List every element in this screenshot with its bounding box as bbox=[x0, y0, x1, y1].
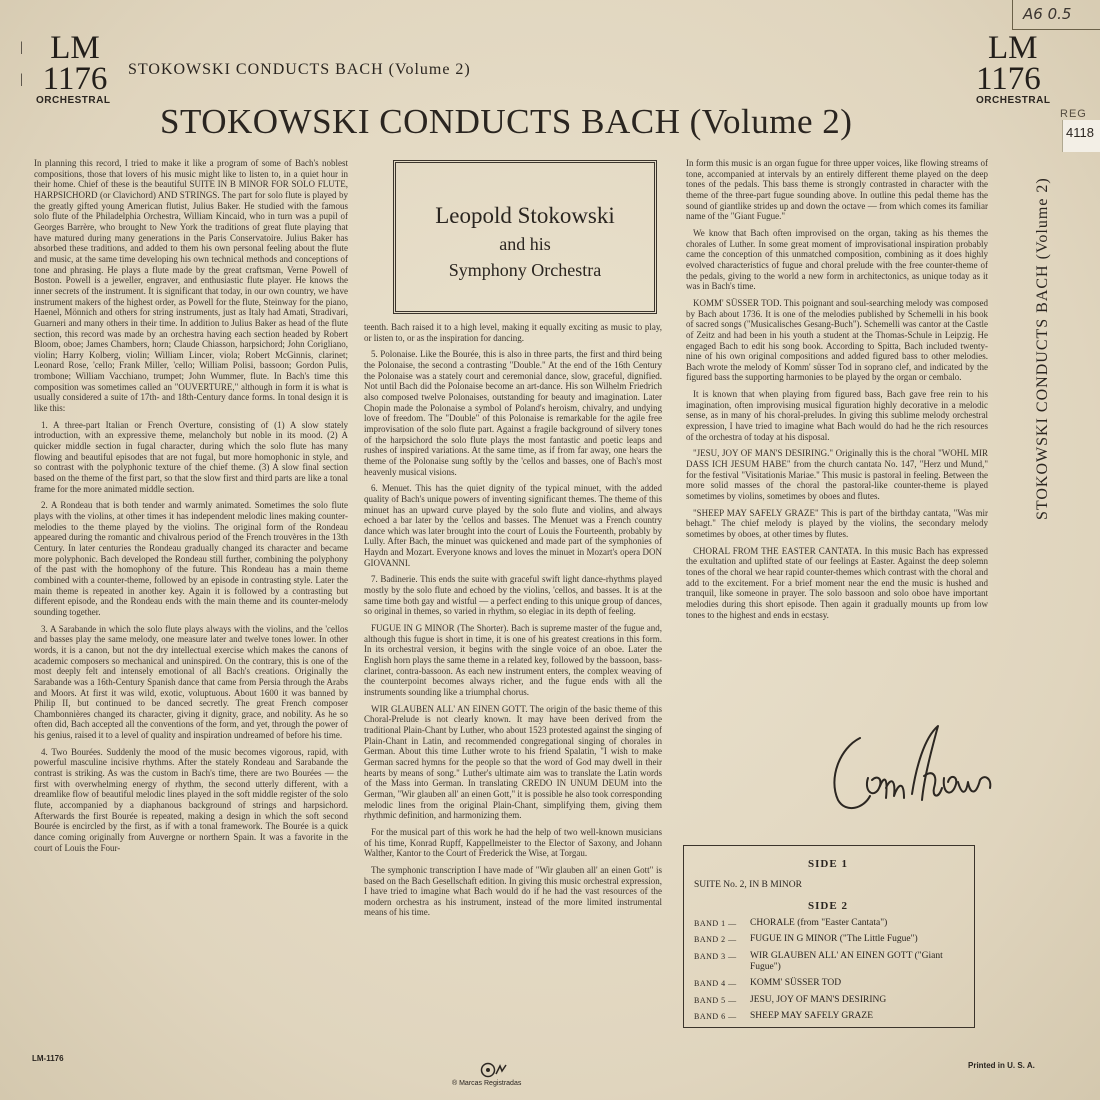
notes-paragraph: The symphonic transcription I have made of "Wir glauben all' an einen Gott" is based on the Bach Gesellschaft edition. In giving this music orchestral expression, I have tried to imagine what Bach would do if he had the vast resources of the modern orchestra as his instrument, instead of the more limited instrumental means of his time. bbox=[364, 864, 662, 918]
catalog-prefix: LM bbox=[988, 30, 1038, 66]
band-row bbox=[694, 978, 962, 989]
liner-notes-column-2 bbox=[364, 322, 662, 924]
liner-notes-column-3 bbox=[686, 158, 988, 626]
liner-notes-column-1 bbox=[34, 158, 348, 859]
footer-catalog-number: LM-1176 bbox=[32, 1054, 64, 1063]
band-number: BAND 5 — bbox=[694, 995, 737, 1005]
left-catalog-block bbox=[34, 30, 116, 106]
printed-in-notice: Printed in U. S. A. bbox=[968, 1061, 1035, 1070]
conductor-name: Leopold Stokowski bbox=[435, 203, 615, 228]
notes-paragraph: 7. Badinerie. This ends the suite with graceful swift light dance-rhythms played mostly by the solo flute and echoed by the violins, 'cellos, and basses. It is at the same time both gay and wistful — a perfect ending to this unique group of dances, so original in themes, so varied in rhythm, so elegiac in its depth of feeling. bbox=[364, 574, 662, 617]
rca-logo-icon bbox=[480, 1062, 510, 1078]
band-number: BAND 6 — bbox=[694, 1012, 737, 1021]
notes-paragraph: teenth. Bach raised it to a high level, making it equally exciting as music to play, or listen to, or as the inspiration for dancing. bbox=[364, 322, 662, 343]
category-label: ORCHESTRAL bbox=[976, 95, 1051, 106]
notes-paragraph: "SHEEP MAY SAFELY GRAZE" This is part of the birthday cantata, "Was mir behagt." The chief melody is played by the violins, the secondary melody sometimes by oboes, at other times by flutes. bbox=[686, 507, 988, 539]
band-title: JESU, JOY OF MAN'S DESIRING bbox=[750, 994, 887, 1005]
credit-connector: and his bbox=[499, 234, 551, 254]
sticker-prefix: REG bbox=[1060, 108, 1087, 120]
handwritten-note-box bbox=[1012, 0, 1100, 30]
orchestra-name: Symphony Orchestra bbox=[448, 260, 602, 280]
catalog-number: 1176 bbox=[42, 61, 108, 97]
band-row bbox=[694, 951, 962, 973]
notes-paragraph: CHORAL FROM THE EASTER CANTATA. In this music Bach has expressed the exultation and uplifted state of our feelings at Easter. Against the deep solemn tones of the choral we hear rapid counter-themes which contrast with the choral and add to the excitement. For a brief moment near the end the music is hushed and tranquil, like someone in prayer. The solo bassoon and solo oboe have important melodies during this short episode. Then again it gradually mounts up from low tones to the highest and ends in ecstasy. bbox=[686, 545, 988, 620]
notes-paragraph: "JESU, JOY OF MAN'S DESIRING." Originally this is the choral "WOHL MIR DASS ICH JESUM HABE" from the church cantata No. 147, "Herz und Mund," for the festival "Visitationis Mariae." This music is pastoral in feeling. Between the more solid masses of the choral the pastoral-like counter-theme is played sometimes by violins, sometimes by oboes and flutes. bbox=[686, 448, 988, 502]
signature-image bbox=[820, 718, 1000, 828]
band-title: FUGUE IN G MINOR ("The Little Fugue") bbox=[750, 934, 918, 944]
artist-credit-box bbox=[393, 160, 657, 314]
notes-paragraph: 4. Two Bourées. Suddenly the mood of the music becomes vigorous, rapid, with powerful masculine incisive rhythms. After the stately Rondeau and Sarabande the contrast is striking. As was the custom in Bach's time, there are two Bourées — the first with overwhelming energy of rhythm, the second utterly different, with a dreamlike flow of beautiful melodic lines played in the soft middle register of the solo flute, accompanied by a diaphanous background of strings and harpsichord. Afterwards the first Bourée is repeated, making a design in which the soft second Bourée is encircled by the first, as if with a tonal framework. The Bourée is a quick dance coming originally from Auvergne or northern Spain. It was a favorite in the court of Louis the Four- bbox=[34, 746, 348, 853]
notes-paragraph: 3. A Sarabande in which the solo flute plays always with the violins, and the 'cellos and basses play the same melody, one measure later and twelve tones lower. In other words, it is a canon, but not the dry intellectual exercise which makes the canons of academic composers so mechanical and uninspired. On the contrary, this is one of the most deeply felt and intensely emotional of all Bach's creations. Originally the Sarabande was a 16th-Century Spanish dance that came from Persia through the Arabs and Moors. At first it was wild, exotic, voluptuous. About 1600 it was banned by Philip II, but continued to be danced secretly. The great French composer Chambonnières changed its character, giving it dignity, grace, and nobility. As he so often did, Bach accepted all the conventions of the form, and yet, through the power of his genius, raised it to a level of quality and inspiration undreamed of before his time. bbox=[34, 623, 348, 741]
catalog-prefix: LM bbox=[50, 30, 100, 66]
band-row bbox=[694, 934, 962, 945]
notes-paragraph: 1. A three-part Italian or French Overture, consisting of (1) A slow stately introduction, with an expressive theme, melancholy but noble in its mood. (2) A quicker middle section in fugal character, during which the solo flute has many flowing and beautiful episodes that are not fugal, but more homophonic in style, and so contrast with the polyphonic texture of the chief theme. (3) A slow final section based on the theme of the first part, so that the slow first and third parts are like a tonal frame for the more animated middle section. bbox=[34, 419, 348, 494]
notes-paragraph: In planning this record, I tried to make it like a program of some of Bach's noblest compositions, those that lovers of his music might like to listen to, in a quiet hour in their home. Chief of these is the beautiful SUITE IN B MINOR FOR SOLO FLUTE, HARPSICHORD (or Clavichord) AND STRINGS. The part for solo flute is played by the greatly gifted young American flutist, Julius Baker. He studied with the famous solo flute of the Philadelphia Orchestra, William Kincaid, who in turn was a pupil of Georges Barrère, who brought to New York the traditions of great flute playing that have matured during many generations in the Paris Conservatoire. Julius Baker has absorbed these traditions, and added to them his own personal feeling about the flute and music, at the same time developing his own technical methods and conceptions of tone and phrasing. He plays a flute made by the great craftsman, Verne Powell of Boston. Powell is a jeweller, engraver, and enthusiastic flute player. He knows the inner secrets of the instrument. It is significant that today, in our own country, we have instrument makers of the highest order, as Powell for the flute, Steinway for the piano, Haenel, Mönnich and others for string instruments, just as Italy had Amati, Stradivari, Guarneri and many others in their time. In addition to Julius Baker as head of the flute section, this record was made by an orchestra having each section headed by Robert Bloom, oboe; James Chambers, horn; Claude Chiasson, harpsichord; John Corigliano, violin; Harry Kolberg, violin; William Lincer, viola; Robert McGinnis, clarinet; Leonard Rose, 'cello; Frank Miller, 'cello; William Polisi, bassoon; Gordon Pulis, trombone; William Vacchiano, trumpet; John Wummer, flute. In Bach's time this composition was sometimes called an "OUVERTURE," although in form it is what is usually considered a suite of 17th- and 18th-Century dance forms. In tonal design it is like this: bbox=[34, 158, 348, 414]
band-title: WIR GLAUBEN ALL' AN EINEN GOTT ("Giant Fugue") bbox=[750, 950, 943, 972]
notes-paragraph: FUGUE IN G MINOR (The Shorter). Bach is supreme master of the fugue and, although this fugue is short in time, it is one of his greatest creations in this form. In its orchestral version, it begins with the single voice of an oboe. Later the English horn plays the same theme in a related key, followed by the bassoon, bass-clarinet, contra-bassoon. As each new instrument enters, the complex weaving of the counterpoint becomes always richer, and the fugue ends with all the instruments sounding like a triumphal chorus. bbox=[364, 623, 662, 697]
side-2-heading: SIDE 2 bbox=[808, 900, 848, 912]
band-title: CHORALE (from "Easter Cantata") bbox=[750, 917, 888, 928]
notes-paragraph: For the musical part of this work he had the help of two well-known musicians of his time, Konrad Rupff, Kappellmeister to the Elector of Saxony, and Johann Walther, Kantor to the Court of Frederick the Wise, at Torgau. bbox=[364, 826, 662, 859]
band-title: SHEEP MAY SAFELY GRAZE bbox=[750, 1011, 874, 1021]
catalog-sticker bbox=[1062, 120, 1100, 152]
side-listing-box bbox=[683, 845, 975, 1028]
band-title: KOMM' SÜSSER TOD bbox=[750, 978, 842, 988]
band-number: BAND 3 — bbox=[694, 951, 737, 961]
handwritten-note: A6 0.5 bbox=[1023, 5, 1072, 23]
notes-paragraph: WIR GLAUBEN ALL' AN EINEN GOTT. The origin of the basic theme of this Choral-Prelude is not clearly known. It may have been derived from the traditional Plain-Chant by Luther, who about 1523 protested against the singing of Plain-Chant in Latin, and recommended congregational singing of chorales in German. About this time Luther wrote to his friend Spalatin, "I wish to make German sacred hymns for the people so that the word of God may dwell in their hearts by means of song." Luther's ultimate aim was to translate the Latin words of the Mass into German. In translating CREDO IN UNUM DEUM into the German, "Wir glauben all' an einen Gott," it is possible he also took corresponding melodic lines from the original Plain-Chant, simplifying them, giving them rhythmic definition, and harmonizing them. bbox=[364, 703, 662, 821]
side-1-item: SUITE No. 2, IN B MINOR bbox=[694, 880, 802, 890]
notes-paragraph: We know that Bach often improvised on the organ, taking as his themes the chorales of Luther. In some great moment of improvisational inspiration probably came the conception of this unmatched composition, combining as it does highly evolved characteristics of fugue and choral prelude with the free counter-theme of the pedals, giving to the world a new form in architectonics, as unique today as it was in Bach's time. bbox=[686, 227, 988, 292]
notes-paragraph: KOMM' SÜSSER TOD. This poignant and soul-searching melody was composed by Bach about 1736. It is one of the melodies published by Schemelli in his book of sacred songs ("Musicalisches Gesang-Buch"). Schemelli was cantor at the Castle of Zeitz and had been in his youth a student at the Thomas-Schule in Leipzig. He engaged Bach to edit his song book. According to Spitta, Bach included twenty-nine of his own original compositions and added figured bass to other melodies. Bach wrote the melody of Komm' süsser Tod in soprano clef, and indicated by the figured bass the supporting harmonies to be played by the organ or cembalo. bbox=[686, 297, 988, 383]
category-label: ORCHESTRAL bbox=[36, 95, 111, 106]
notes-paragraph: 6. Menuet. This has the quiet dignity of the typical minuet, with the added quality of Bach's unique powers of inventing significant themes. The theme of this minuet has an upward curve played by the solo flute and violins, and always echoed a bar later by the 'cellos and basses. The Menuet was a French country dance which was later brought into the court of Louis the Fourteenth, probably by Lully. After Bach, the minuet was quickened and made part of the symphonies of Haydn and Mozart. Everyone knows and loves the minuet in Mozart's opera DON GIOVANNI. bbox=[364, 483, 662, 568]
band-row bbox=[694, 995, 962, 1006]
edge-tick-mark: | bbox=[20, 40, 23, 55]
band-number: BAND 2 — bbox=[694, 935, 737, 944]
notes-paragraph: In form this music is an organ fugue for three upper voices, like flowing streams of tone, accompanied at intervals by an entirely different theme played on the deep tones of the pedals. This bass theme is strongly contrasted in character with the theme of the three-part fugue sounding above. In outline this pedal theme has the sound of giantlike strides up and down the octave — from which comes its familiar name of the "Giant Fugue." bbox=[686, 158, 988, 222]
main-title: STOKOWSKI CONDUCTS BACH (Volume 2) bbox=[160, 102, 853, 141]
band-number: BAND 4 — bbox=[694, 979, 737, 988]
band-row bbox=[694, 918, 962, 929]
spine-title: STOKOWSKI CONDUCTS BACH (Volume 2) bbox=[1034, 177, 1051, 520]
notes-paragraph: It is known that when playing from figured bass, Bach gave free rein to his imagination, often improvising musical figuration highly decorative in a melodic sense, as in many of his choral-preludes. In giving this sublime melody orchestral expression, I have tried to imagine what Bach would do had he the rich resources of the orchestra of today at his disposal. bbox=[686, 389, 988, 442]
right-catalog-block bbox=[968, 30, 1068, 106]
catalog-number: 1176 bbox=[976, 61, 1041, 97]
sticker-number: 4118 bbox=[1066, 125, 1094, 140]
side-1-heading: SIDE 1 bbox=[808, 858, 848, 870]
trademark-notice: ® Marcas Registradas bbox=[452, 1080, 522, 1087]
notes-paragraph: 2. A Rondeau that is both tender and warmly animated. Sometimes the solo flute plays with the violins, at other times it has independent melodic lines making counter-melodies to the theme played by the violins. The original form of the Rondeau appeared during the romantic and chivalrous period of the French trouvères in the 13th Century. In later centuries the Rondeau gradually changed its character and became more polyphonic. Bach developed the Rondeau still further, combining the polyphony of the past with the homophony of the future. This Rondeau has a main theme combined with a counter-theme, followed by an episode in contrasting style. Later the main theme is repeated in another key. Again it is followed by a contrasting but different episode, and the Rondeau ends with the main theme and its counter-melody sounding together. bbox=[34, 500, 348, 617]
band-row bbox=[694, 1011, 962, 1022]
edge-tick-mark: | bbox=[20, 72, 23, 87]
band-number: BAND 1 — bbox=[694, 918, 737, 928]
notes-paragraph: 5. Polonaise. Like the Bourée, this is also in three parts, the first and third being the Polonaise, the second a contrasting "Double." At the end of the 16th Century the Polonaise was a stately court and ceremonial dance, slow, graceful, dignified. Not until Bach did the Polonaise become an art-dance. His son Wilhelm Friedrich also composed twelve Polonaises, outstanding for beauty and imagination. Later Chopin made the Polonaise a symbol of Poland's heroism, chivalry, and undying love of freedom. The "Double" of this Polonaise is remarkable for the agile free improvisation of the solo flute part. Against a fragile background of silvery tones of the harpsichord the solo flute plays the most fantastic and poetic leaps and rushes of inspired variations. At the same time, as if from far away, one hears the theme of the Polonaise sung softly by the 'cellos and basses, one of Bach's most heavenly musical visions. bbox=[364, 349, 662, 477]
header-small-title: STOKOWSKI CONDUCTS BACH (Volume 2) bbox=[128, 61, 471, 78]
